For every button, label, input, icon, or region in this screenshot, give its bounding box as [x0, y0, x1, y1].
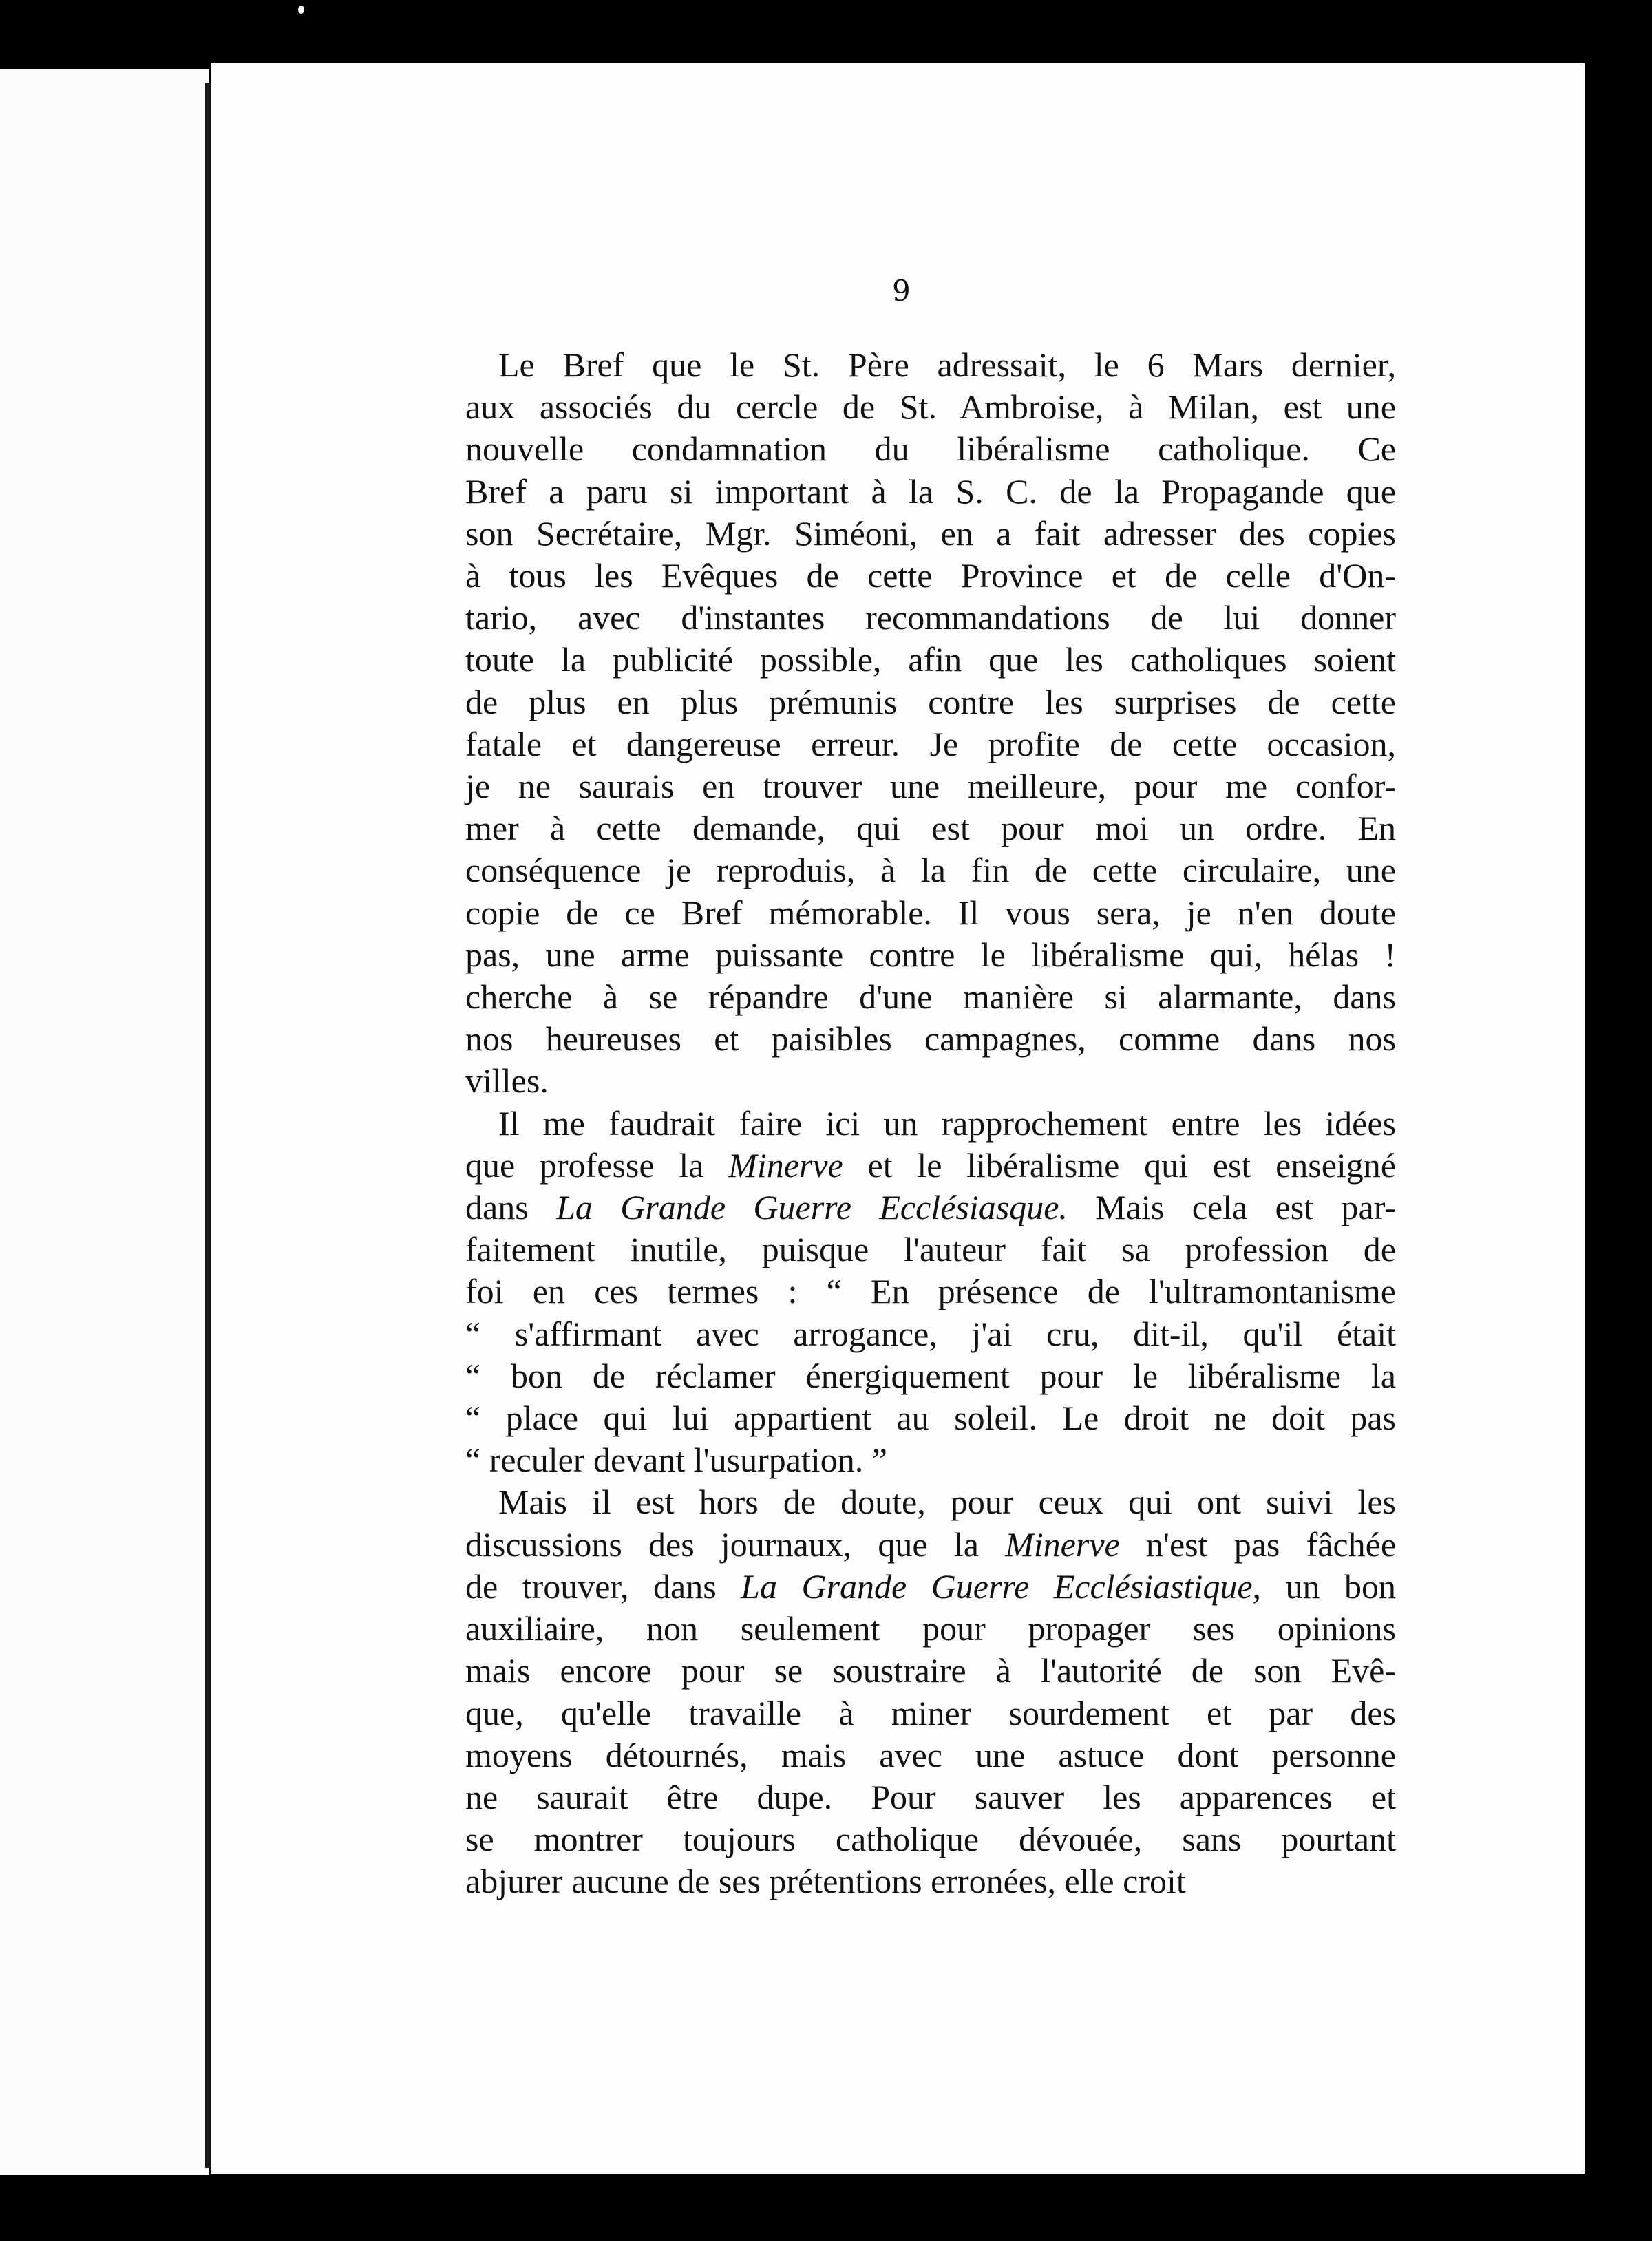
text-line — [465, 555, 1396, 597]
page-number: 9 — [892, 274, 911, 308]
text-line — [465, 597, 1396, 639]
text-run: conséquence je reproduis, à la fin de cette circulaire, une — [465, 851, 1396, 890]
text-run: et le libéralisme qui est enseigné — [843, 1145, 1396, 1185]
text-line — [465, 1103, 1396, 1145]
paragraph — [465, 1103, 1396, 1482]
text-line — [465, 1650, 1396, 1692]
text-run: “ place qui lui appartient au soleil. Le droit ne doit pas — [465, 1399, 1396, 1438]
text-run: mais encore pour se soustraire à l'autorité de son Evê- — [465, 1651, 1396, 1690]
text-run: copie de ce Bref mémorable. Il vous sera, je n'en doute — [465, 893, 1396, 932]
text-line — [465, 934, 1396, 976]
italic-title: Minerve — [728, 1145, 843, 1185]
text-run: mer à cette demande, qui est pour moi un ordre. En — [465, 809, 1396, 848]
text-line — [465, 1313, 1396, 1355]
text-run: , un bon — [1252, 1566, 1396, 1606]
text-line — [465, 681, 1396, 723]
text-run: dans — [465, 1188, 557, 1227]
text-line — [465, 1271, 1396, 1313]
text-line — [465, 723, 1396, 765]
text-line — [465, 1818, 1396, 1860]
text-run: je ne saurais en trouver une meilleure, pour me confor- — [465, 767, 1396, 806]
text-line — [465, 1608, 1396, 1650]
text-line — [465, 471, 1396, 513]
text-line — [465, 849, 1396, 891]
italic-title: Minerve — [1005, 1525, 1120, 1564]
italic-title: La Grande Guerre Ecclésiasque. — [556, 1188, 1068, 1227]
text-run: abjurer aucune de ses prétentions erronées, elle croit — [465, 1862, 1186, 1901]
paragraph — [465, 1481, 1396, 1902]
text-line — [465, 1145, 1396, 1187]
text-line — [465, 1734, 1396, 1776]
text-run: tario, avec d'instantes recommandations de lui donner — [465, 598, 1396, 637]
text-run: auxiliaire, non seulement pour propager ses opinions — [465, 1609, 1396, 1648]
text-line — [465, 428, 1396, 470]
text-run: foi en ces termes : “ En présence de l'ultramontanisme — [465, 1272, 1396, 1311]
text-line — [465, 807, 1396, 849]
text-line — [465, 1187, 1396, 1229]
text-line — [465, 1860, 1396, 1902]
text-run: Le Bref que le St. Père adressait, le 6 Mars dernier, — [498, 346, 1396, 384]
text-run: aux associés du cercle de St. Ambroise, à Milan, est une — [465, 387, 1396, 427]
text-run: “ bon de réclamer énergiquement pour le libéralisme la — [465, 1356, 1396, 1395]
text-run: Il me faudrait faire ici un rapprochement entre les idées — [498, 1103, 1396, 1143]
text-run: villes. — [465, 1061, 549, 1101]
text-run: de trouver, dans — [465, 1566, 741, 1606]
text-line — [465, 976, 1396, 1018]
text-line — [465, 1692, 1396, 1734]
text-run: de plus en plus prémunis contre les surprises de cette — [465, 682, 1396, 721]
text-run: toute la publicité possible, afin que les catholiques soient — [465, 640, 1396, 679]
text-run: nos heureuses et paisibles campagnes, comme dans nos — [465, 1019, 1396, 1059]
text-line — [465, 1481, 1396, 1523]
text-line — [465, 1397, 1396, 1439]
text-line — [465, 892, 1396, 934]
text-run: cherche à se répandre d'une manière si alarmante, dans — [465, 977, 1396, 1017]
text-line — [465, 1355, 1396, 1397]
text-run: se montrer toujours catholique dévouée, sans pourtant — [465, 1820, 1396, 1859]
text-run: son Secrétaire, Mgr. Siméoni, en a fait adresser des copies — [465, 513, 1396, 553]
text-run: “ reculer devant l'usurpation. ” — [465, 1441, 887, 1480]
facing-page-edge — [0, 69, 209, 2175]
text-line — [465, 1439, 1396, 1481]
text-line — [465, 1566, 1396, 1608]
text-line — [465, 1776, 1396, 1818]
text-line — [465, 386, 1396, 428]
text-run: Bref a paru si important à la S. C. de la Propagande que — [465, 471, 1396, 511]
text-line — [465, 765, 1396, 807]
text-line — [465, 1018, 1396, 1060]
text-run: Mais cela est par- — [1067, 1188, 1396, 1227]
text-run: discussions des journaux, que la — [465, 1525, 1006, 1564]
text-line — [465, 639, 1396, 681]
text-line — [465, 1060, 1396, 1102]
text-run: que, qu'elle travaille à miner sourdement et par des — [465, 1693, 1396, 1732]
body-text — [465, 344, 1396, 1903]
text-run: ne saurait être dupe. Pour sauver les apparences et — [465, 1777, 1396, 1816]
text-run: moyens détournés, mais avec une astuce dont personne — [465, 1735, 1396, 1774]
text-run: nouvelle condamnation du libéralisme catholique. Ce — [465, 429, 1396, 469]
text-line — [465, 344, 1396, 386]
text-line — [465, 513, 1396, 555]
text-run: “ s'affirmant avec arrogance, j'ai cru, dit-il, qu'il était — [465, 1314, 1396, 1353]
italic-title: La Grande Guerre Ecclésiastique — [741, 1566, 1253, 1606]
text-line — [465, 1229, 1396, 1271]
text-run: faitement inutile, puisque l'auteur fait sa profession de — [465, 1230, 1396, 1269]
book-gutter — [205, 83, 211, 2168]
scan-dust-mark — [298, 6, 304, 14]
text-run: n'est pas fâchée — [1119, 1525, 1397, 1564]
text-run: que professe la — [465, 1145, 729, 1185]
paragraph — [465, 344, 1396, 1103]
text-run: pas, une arme puissante contre le libéralisme qui, hélas ! — [465, 935, 1396, 974]
text-run: Mais il est hors de doute, pour ceux qui ont suivi les — [498, 1483, 1396, 1522]
text-run: à tous les Evêques de cette Province et de celle d'On- — [465, 556, 1396, 595]
text-line — [465, 1524, 1396, 1566]
text-run: fatale et dangereuse erreur. Je profite de cette occasion, — [465, 724, 1396, 763]
